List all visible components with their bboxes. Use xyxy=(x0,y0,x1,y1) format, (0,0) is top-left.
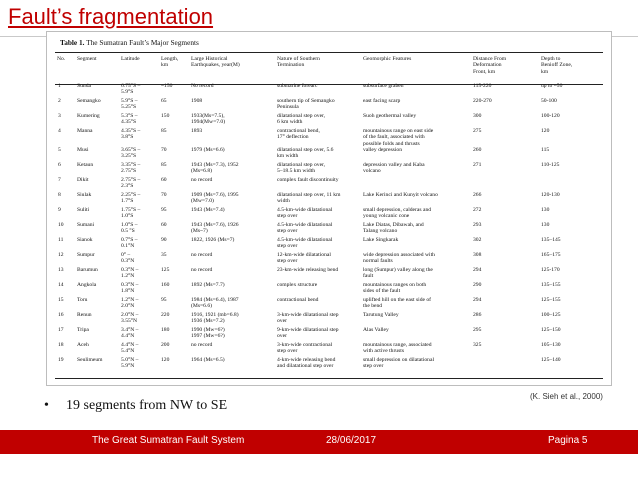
table-caption-title: The Sumatran Fault’s Major Segments xyxy=(86,38,199,47)
cell-length: 200 xyxy=(161,341,170,348)
table-row xyxy=(55,113,603,128)
cell-earthquakes: no record xyxy=(191,176,213,183)
cell-earthquakes: No record xyxy=(191,83,214,89)
cell-latitude: 2.75°S – 2.3°S xyxy=(121,176,141,189)
cell-segment: Siulak xyxy=(77,191,92,198)
table-header-row xyxy=(55,56,603,83)
cell-distance: 272 xyxy=(473,206,482,213)
cell-depth: 125–150 xyxy=(541,326,561,333)
footer-bar xyxy=(0,430,638,454)
cell-distance: 286 xyxy=(473,311,482,318)
cell-depth: 135–145 xyxy=(541,236,561,243)
cell-segment: Sumani xyxy=(77,221,95,228)
cell-termination: 12-km-wide dilatational step over xyxy=(277,251,331,264)
cell-depth: 105–130 xyxy=(541,341,561,348)
table-row xyxy=(55,237,603,252)
cell-depth: 130 xyxy=(541,206,550,213)
table-row xyxy=(55,252,603,267)
cell-no: 8 xyxy=(58,191,61,198)
cell-geomorphic: Suoh geothermal valley xyxy=(363,113,417,119)
cell-termination: dilatational step over, 11 km width xyxy=(277,191,341,204)
cell-geomorphic: east facing scarp xyxy=(363,98,401,104)
header-no: No. xyxy=(57,56,66,62)
table-row xyxy=(55,222,603,237)
table-row xyxy=(55,83,603,98)
cell-latitude: 1.2°N – 2.0°N xyxy=(121,296,139,309)
cell-distance: 266 xyxy=(473,191,482,198)
cell-termination: southern tip of Semangko Peninsula xyxy=(277,98,335,111)
cell-termination: submarine forearc xyxy=(277,83,318,89)
cell-depth: 125-170 xyxy=(541,266,560,273)
cell-no: 4 xyxy=(58,128,61,134)
cell-length: 125 xyxy=(161,266,170,273)
cell-geomorphic: Lake Kerinci and Kunyit volcano xyxy=(363,191,438,198)
cell-depth: 120-130 xyxy=(541,191,560,198)
bullet-text: 19 segments from NW to SE xyxy=(66,398,228,413)
cell-latitude: 3.4°N – 4.4°N xyxy=(121,326,139,339)
cell-latitude: 3.35°S – 2.75°S xyxy=(121,161,141,174)
cell-depth: 125–140 xyxy=(541,356,561,363)
cell-length: 95 xyxy=(161,206,167,213)
cell-segment: Kumering xyxy=(77,113,100,119)
cell-latitude: 5.0°N – 5.9°N xyxy=(121,356,139,369)
cell-latitude: 5.3°S – 4.35°S xyxy=(121,113,138,126)
cell-latitude: 0° – 0.3°N xyxy=(121,251,135,264)
cell-earthquakes: 1909 (Ms=7.6), 1995 (Mw=7.0) xyxy=(191,191,239,204)
cell-termination: 9-km-wide dilatational step over xyxy=(277,326,339,339)
cell-earthquakes: 1964 (Ms=6.5) xyxy=(191,356,225,363)
header-segment: Segment xyxy=(77,56,97,62)
cell-no: 17 xyxy=(58,326,64,333)
table-row xyxy=(55,327,603,342)
cell-distance: 115-220 xyxy=(473,83,492,89)
table-bottom-rule xyxy=(55,378,603,379)
cell-distance: 300 xyxy=(473,113,482,119)
cell-depth: 125–155 xyxy=(541,296,561,303)
cell-length: 220 xyxy=(161,311,170,318)
cell-latitude: 2.0°N – 3.55°N xyxy=(121,311,139,324)
cell-no: 12 xyxy=(58,251,64,258)
table-row xyxy=(55,162,603,177)
cell-no: 13 xyxy=(58,266,64,273)
cell-segment: Dikit xyxy=(77,176,89,183)
cell-length: 85 xyxy=(161,161,167,168)
cell-earthquakes: 1979 (Ms=6.6) xyxy=(191,146,225,153)
cell-segment: Ketaun xyxy=(77,161,94,168)
cell-termination: 4.5-km-wide dilatational step over xyxy=(277,236,333,249)
table-row xyxy=(55,342,603,357)
cell-termination: complex fault discontinuity xyxy=(277,176,339,183)
table-row xyxy=(55,147,603,162)
cell-termination: 23-km-wide releasing bend xyxy=(277,266,339,273)
bullet-item xyxy=(44,398,227,414)
cell-geomorphic: mountainous ranges on both sides of the fault xyxy=(363,281,427,294)
cell-no: 9 xyxy=(58,206,61,213)
cell-geomorphic: uplifted hill on the east side of the bend xyxy=(363,296,432,309)
cell-length: 95 xyxy=(161,296,167,303)
cell-length: 60 xyxy=(161,221,167,228)
cell-depth: 130 xyxy=(541,221,550,228)
cell-distance: 275 xyxy=(473,128,482,134)
cell-geomorphic: depression valley and Kaba volcano xyxy=(363,161,425,174)
cell-geomorphic: Lake Singkarak xyxy=(363,236,399,243)
cell-distance: 293 xyxy=(473,221,482,228)
cell-no: 2 xyxy=(58,98,61,104)
cell-length: 160 xyxy=(161,281,170,288)
cell-latitude: 3.65°S – 3.25°S xyxy=(121,146,141,159)
cell-no: 6 xyxy=(58,161,61,168)
cell-latitude: 0.3°N – 1.8°N xyxy=(121,281,139,294)
cell-termination: complex structure xyxy=(277,281,318,288)
cell-earthquakes: 1893 xyxy=(191,128,203,134)
cell-distance: 295 xyxy=(473,326,482,333)
cell-termination: dilatational step over, 6 km width xyxy=(277,113,326,126)
cell-termination: 4-km-wide releasing bend and dilatational step over xyxy=(277,356,336,369)
cell-latitude: 6.75°S – 5.9°S xyxy=(121,83,141,96)
table-row xyxy=(55,312,603,327)
cell-segment: Tripa xyxy=(77,326,89,333)
cell-distance: 260 xyxy=(473,146,482,153)
cell-no: 3 xyxy=(58,113,61,119)
slide-title: Fault’s fragmentation xyxy=(8,4,214,29)
cell-latitude: 1.75°S – 1.0°S xyxy=(121,206,141,219)
cell-segment: Seulimeum xyxy=(77,356,103,363)
cell-latitude: 4.35°S – 3.8°S xyxy=(121,128,141,141)
cell-geomorphic: subsurface graben xyxy=(363,83,404,89)
cell-length: 150 xyxy=(161,113,170,119)
cell-termination: 4.5-km-wide dilatational step over xyxy=(277,221,333,234)
cell-depth: up to ~50 xyxy=(541,83,563,89)
cell-distance: 290 xyxy=(473,281,482,288)
table-row xyxy=(55,267,603,282)
cell-termination: dilatational step over, 5.6 km width xyxy=(277,146,334,159)
cell-segment: Angkola xyxy=(77,281,97,288)
cell-depth xyxy=(539,177,603,192)
cell-earthquakes: 1916, 1921 (mb=6.8) 1936 (Ms=7.2) xyxy=(191,311,239,324)
cell-geomorphic: long (Sumpur) valley along the fault xyxy=(363,266,433,279)
cell-depth: 120 xyxy=(541,128,550,134)
cell-latitude: 5.9°S – 5.25°S xyxy=(121,98,138,111)
table-row xyxy=(55,357,603,372)
cell-length: 60 xyxy=(161,176,167,183)
cell-geomorphic: valley depression xyxy=(363,146,402,153)
cell-no: 19 xyxy=(58,356,64,363)
cell-depth: 135–155 xyxy=(541,281,561,288)
cell-length: 120 xyxy=(161,356,170,363)
header-latitude: Latitude xyxy=(121,56,140,62)
cell-geomorphic: wide depression associated with normal faults xyxy=(363,251,435,264)
cell-segment: Manna xyxy=(77,128,93,134)
cell-termination: contractional bend, 17° deflection xyxy=(277,128,320,141)
cell-latitude: 1.0°S – 0.5 °S xyxy=(121,221,138,234)
cell-earthquakes: 1822, 1926 (Ms=7) xyxy=(191,236,235,243)
cell-latitude: 4.4°N – 5.4°N xyxy=(121,341,139,354)
cell-segment: Sianok xyxy=(77,236,93,243)
cell-latitude: 0.7°S – 0.1°N xyxy=(121,236,138,249)
cell-length: 180 xyxy=(161,326,170,333)
cell-earthquakes: 1908 xyxy=(191,98,203,104)
cell-segment: Sumpur xyxy=(77,251,95,258)
cell-distance: 294 xyxy=(473,266,482,273)
cell-no: 1 xyxy=(58,83,61,89)
cell-length: 70 xyxy=(161,146,167,153)
cell-length: 35 xyxy=(161,251,167,258)
header-length: Length, km xyxy=(161,56,179,69)
cell-latitude: 0.3°N – 1.2°N xyxy=(121,266,139,279)
cell-distance: 271 xyxy=(473,161,482,168)
cell-no: 16 xyxy=(58,311,64,318)
cell-no: 15 xyxy=(58,296,64,303)
cell-depth: 165–175 xyxy=(541,251,561,258)
cell-no: 10 xyxy=(58,221,64,228)
cell-earthquakes: 1943 (Ms=7.4) xyxy=(191,206,225,213)
cell-geomorphic: mountainous range on east side of the fault, associated with possible folds and thrusts xyxy=(363,128,434,147)
cell-latitude: 2.25°S – 1.7°S xyxy=(121,191,141,204)
header-geomorphic: Geomorphic Features xyxy=(363,56,412,62)
cell-geomorphic: mountainous range, associated with active thrusts xyxy=(363,341,432,354)
cell-length: 85 xyxy=(161,128,167,134)
cell-termination: contractional bend xyxy=(277,296,319,303)
cell-earthquakes: 1943 (Ms=7.3), 1952 (Ms=6.8) xyxy=(191,161,239,174)
table-row xyxy=(55,128,603,147)
fault-segments-table xyxy=(55,56,603,372)
cell-distance: 308 xyxy=(473,251,482,258)
cell-length: ~150 xyxy=(161,83,173,89)
cell-length: 90 xyxy=(161,236,167,243)
cell-no: 11 xyxy=(58,236,64,243)
table-row xyxy=(55,192,603,207)
cell-distance: 325 xyxy=(473,341,482,348)
cell-distance xyxy=(471,357,539,372)
table-top-rule xyxy=(55,52,603,53)
cell-depth: 50-100 xyxy=(541,98,557,104)
fault-table-image xyxy=(46,31,612,386)
cell-no: 14 xyxy=(58,281,64,288)
cell-length: 70 xyxy=(161,191,167,198)
cell-distance: 220-270 xyxy=(473,98,492,104)
cell-segment: Barumun xyxy=(77,266,98,273)
table-row xyxy=(55,297,603,312)
cell-no: 5 xyxy=(58,146,61,153)
table-row xyxy=(55,98,603,113)
bullet-dot: • xyxy=(44,398,49,413)
cell-termination: 3-km-wide contractional step over xyxy=(277,341,333,354)
cell-geomorphic: small depression on dilatational step over xyxy=(363,356,434,369)
source-note: (K. Sieh et al., 2000) xyxy=(530,392,603,401)
cell-earthquakes: no record xyxy=(191,251,213,258)
cell-depth: 100-120 xyxy=(541,113,560,119)
footer-date: 28/06/2017 xyxy=(326,435,377,446)
cell-earthquakes: 1990 (Mw=6?) 1997 (Mw=6?) xyxy=(191,326,225,339)
cell-earthquakes: 1943 (Ms=7.6), 1926 (Ms~7) xyxy=(191,221,239,234)
footer-presentation-title: The Great Sumatran Fault System xyxy=(92,435,245,446)
cell-termination: 3-km-wide dilatational step over xyxy=(277,311,339,324)
cell-earthquakes: no record xyxy=(191,266,213,273)
cell-depth: 100–125 xyxy=(541,311,561,318)
table-caption xyxy=(60,38,199,47)
cell-geomorphic: Alas Valley xyxy=(363,326,389,333)
cell-geomorphic: small depression, calderas and young volcanic cone xyxy=(363,206,432,219)
cell-geomorphic xyxy=(361,177,471,192)
cell-segment: Toru xyxy=(77,296,88,303)
cell-distance: 294 xyxy=(473,296,482,303)
cell-earthquakes: 1933(Ms=7.5), 1994(Mw=7.0) xyxy=(191,113,226,126)
cell-length: 65 xyxy=(161,98,167,104)
cell-distance: 302 xyxy=(473,236,482,243)
header-distance: Distance From Deformation Front, km xyxy=(473,56,507,75)
cell-termination: dilatational step over, 5–18.5 km width xyxy=(277,161,326,174)
table-row xyxy=(55,207,603,222)
cell-no: 7 xyxy=(58,176,61,183)
cell-segment: Musi xyxy=(77,146,89,153)
table-row xyxy=(55,282,603,297)
table-caption-label: Table 1. xyxy=(60,38,85,47)
cell-segment: Renun xyxy=(77,311,92,318)
cell-segment: Semangko xyxy=(77,98,101,104)
cell-earthquakes: 1984 (Ms=6.4), 1987 (Ms=6.6) xyxy=(191,296,239,309)
header-termination: Nature of Southern Termination xyxy=(277,56,320,69)
cell-segment: Sunda xyxy=(77,83,91,89)
footer-page-number: Pagina 5 xyxy=(548,435,588,446)
cell-depth: 110-125 xyxy=(541,161,560,168)
table-body xyxy=(55,83,603,372)
cell-segment: Suliti xyxy=(77,206,90,213)
cell-distance xyxy=(471,177,539,192)
header-earthquakes: Large Historical Earthquakes, year(M) xyxy=(191,56,240,69)
cell-no: 18 xyxy=(58,341,64,348)
cell-earthquakes: 1892 (Ms=7.7) xyxy=(191,281,225,288)
cell-earthquakes: no record xyxy=(191,341,213,348)
cell-depth: 115 xyxy=(541,146,550,153)
cell-segment: Aceh xyxy=(77,341,89,348)
table-row xyxy=(55,177,603,192)
cell-geomorphic: Tarutung Valley xyxy=(363,311,399,318)
cell-geomorphic: Lake Diatas, Dibawah, and Talang volcano xyxy=(363,221,424,234)
header-depth: Depth to Benioff Zone, km xyxy=(541,56,573,75)
cell-termination: 4.5-km-wide dilatational step over xyxy=(277,206,333,219)
